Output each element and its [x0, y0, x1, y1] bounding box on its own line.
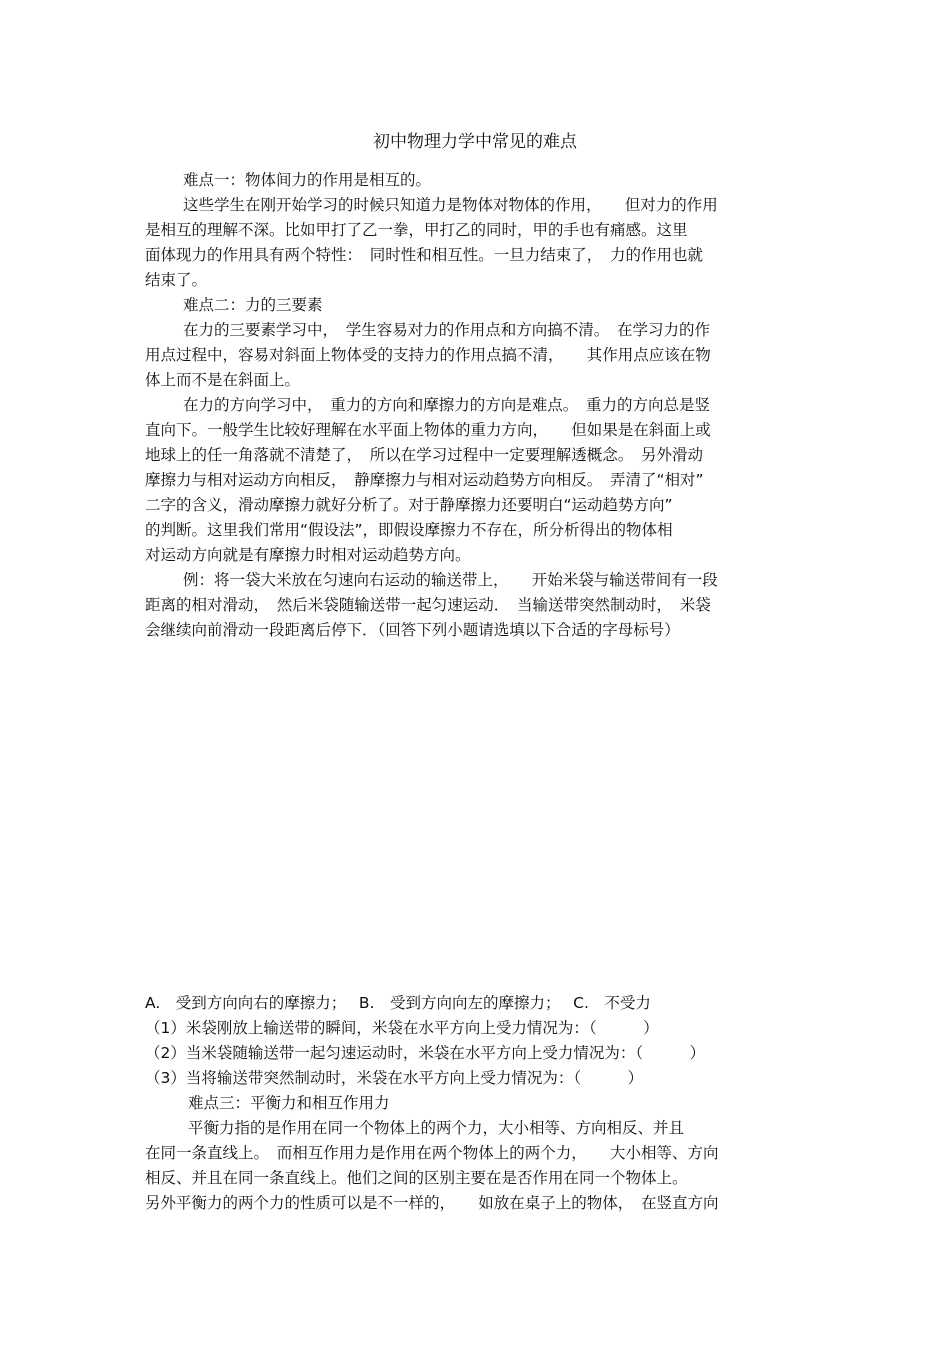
paragraph-line: 面体现力的作用具有两个特性： 同时性和相互性。一旦力结束了， 力的作用也就	[145, 246, 704, 264]
paragraph-line: 二字的含义，滑动摩擦力就好分析了。对于静摩擦力还要明白“运动趋势方向”	[145, 496, 673, 514]
question-1: （1）米袋刚放上输送带的瞬间，米袋在水平方向上受力情况为：（ ）	[145, 1019, 659, 1037]
paragraph-line: 平衡力指的是作用在同一个物体上的两个力，大小相等、方向相反、并且	[188, 1119, 685, 1137]
paragraph-line: 这些学生在刚开始学习的时候只知道力是物体对物体的作用， 但对力的作用	[183, 196, 718, 214]
example-line: 会继续向前滑动一段距离后停下．（回答下列小题请选填以下合适的字母标号）	[145, 621, 680, 639]
paragraph-line: 相反、并且在同一条直线上。他们之间的区别主要在是否作用在同一个物体上。	[145, 1169, 688, 1187]
paragraph-line: 体上而不是在斜面上。	[145, 371, 301, 389]
example-line: 例：将一袋大米放在匀速向右运动的输送带上， 开始米袋与输送带间有一段	[183, 571, 718, 589]
section-heading-3: 难点三：平衡力和相互作用力	[188, 1094, 390, 1112]
paragraph-line: 在力的方向学习中， 重力的方向和摩擦力的方向是难点。 重力的方向总是竖	[183, 396, 711, 414]
paragraph-line: 摩擦力与相对运动方向相反， 静摩擦力与相对运动趋势方向相反。 弄清了“相对”	[145, 471, 704, 489]
section-heading-2: 难点二：力的三要素	[183, 296, 323, 314]
paragraph-line: 另外平衡力的两个力的性质可以是不一样的， 如放在桌子上的物体， 在竖直方向	[145, 1194, 719, 1212]
paragraph-line: 是相互的理解不深。比如甲打了乙一拳，甲打乙的同时，甲的手也有痛感。这里	[145, 221, 688, 239]
question-2: （2）当米袋随输送带一起匀速运动时，米袋在水平方向上受力情况为：（ ）	[145, 1044, 706, 1062]
section-heading-1: 难点一：物体间力的作用是相互的。	[183, 171, 432, 189]
answer-options: A. 受到方向向右的摩擦力； B. 受到方向向左的摩擦力； C. 不受力	[145, 994, 651, 1012]
question-3: （3）当将输送带突然制动时，米袋在水平方向上受力情况为：（ ）	[145, 1069, 644, 1087]
example-line: 距离的相对滑动， 然后米袋随输送带一起匀速运动． 当输送带突然制动时， 米袋	[145, 596, 711, 614]
paragraph-line: 地球上的任一角落就不清楚了， 所以在学习过程中一定要理解透概念。 另外滑动	[145, 446, 704, 464]
paragraph-line: 直向下。一般学生比较好理解在水平面上物体的重力方向， 但如果是在斜面上或	[145, 421, 711, 439]
paragraph-line: 在同一条直线上。 而相互作用力是作用在两个物体上的两个力， 大小相等、方向	[145, 1144, 719, 1162]
paragraph-line: 在力的三要素学习中， 学生容易对力的作用点和方向搞不清。 在学习力的作	[183, 321, 711, 339]
paragraph-line: 对运动方向就是有摩擦力时相对运动趋势方向。	[145, 546, 471, 564]
paragraph-line: 结束了。	[145, 271, 208, 289]
paragraph-line: 用点过程中，容易对斜面上物体受的支持力的作用点搞不清， 其作用点应该在物	[145, 346, 711, 364]
document-title: 初中物理力学中常见的难点	[373, 132, 577, 152]
paragraph-line: 的判断。这里我们常用“假设法”，即假设摩擦力不存在，所分析得出的物体相	[145, 521, 673, 539]
